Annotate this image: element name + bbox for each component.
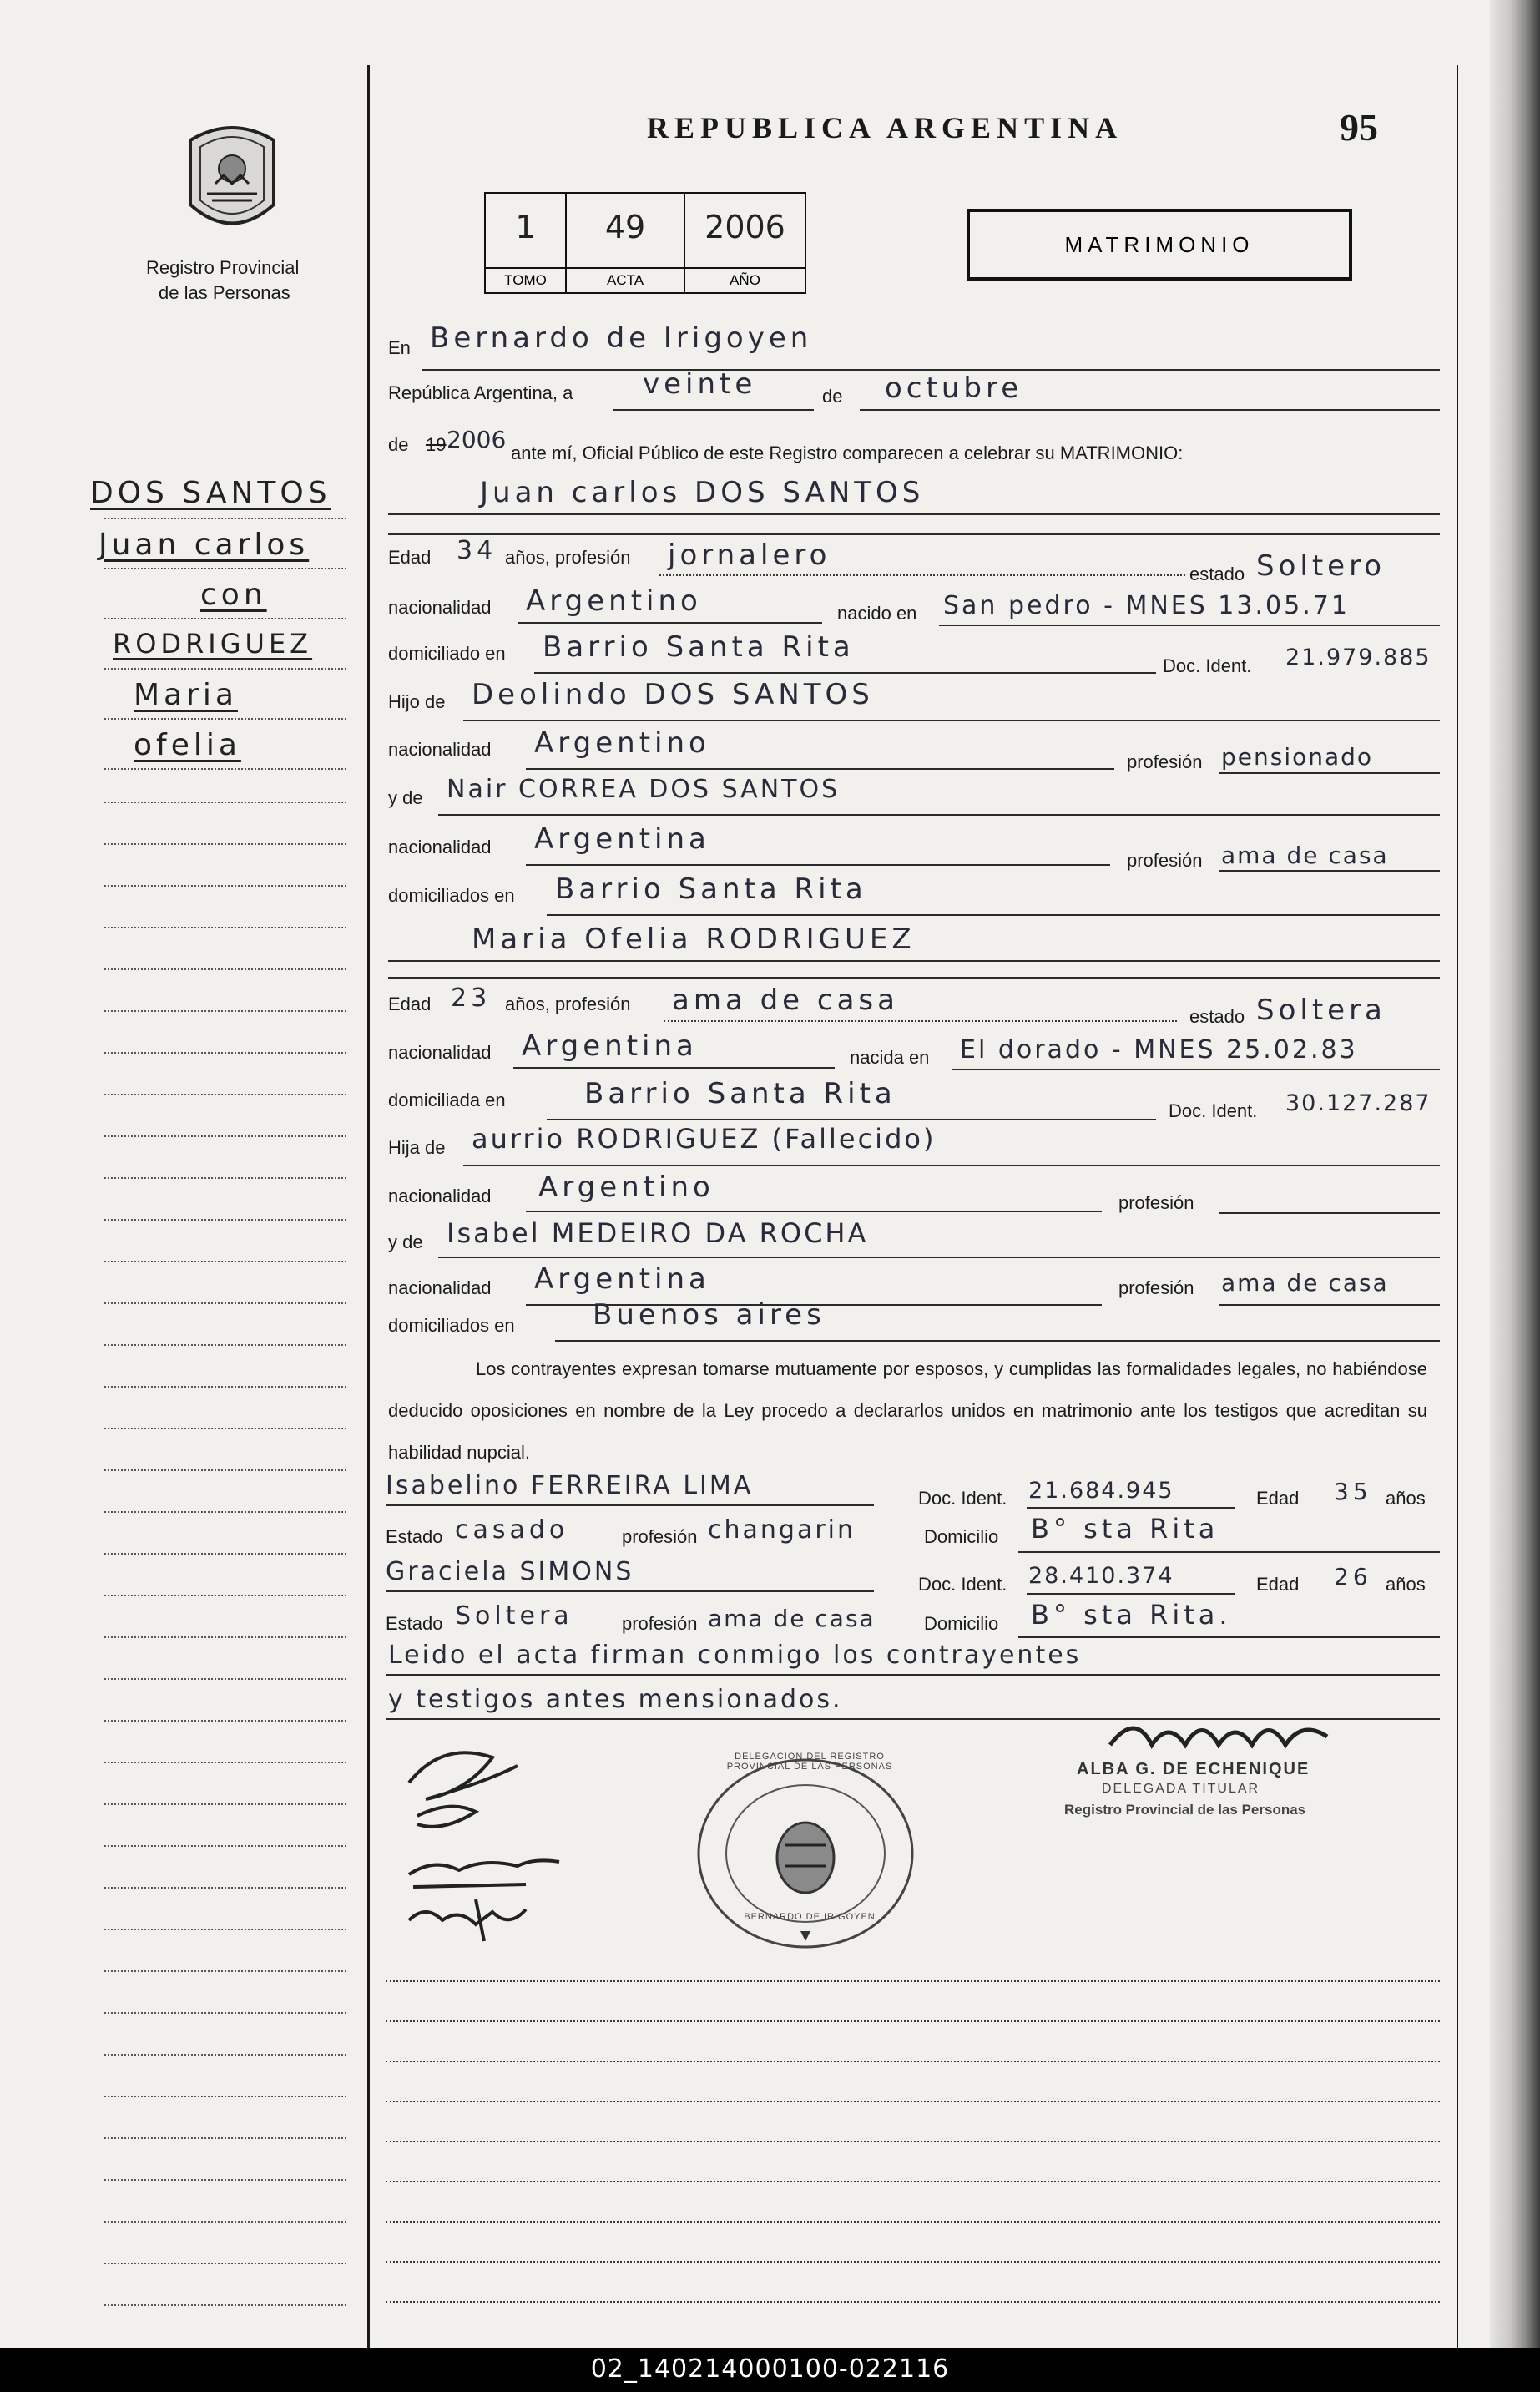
groom-profession: jornalero: [668, 539, 831, 572]
margin-surname-bride: RODRIGUEZ: [113, 628, 313, 660]
province-shield-icon: [182, 117, 282, 242]
witness1-anos-label: años: [1386, 1488, 1426, 1509]
registry-name-line1: Registro Provincial: [146, 257, 300, 278]
tomo-value: 1: [515, 209, 536, 245]
witness2-profession: ama de casa: [708, 1605, 876, 1632]
groom-parents-dom-label: domiciliados en: [388, 885, 515, 906]
ano-label: AÑO: [685, 267, 805, 292]
margin-given-bride1: Maria: [134, 678, 238, 712]
margin-given-groom: Juan carlos: [98, 528, 310, 562]
groom-father-prof-label: profesión: [1127, 751, 1203, 772]
bride-father-nationality: Argentino: [538, 1171, 714, 1204]
bride-hija-label: Hija de: [388, 1137, 446, 1158]
footer-bar: [0, 2348, 1540, 2392]
left-column-rule: [367, 65, 370, 2348]
groom-nacido-label: nacido en: [837, 603, 917, 624]
groom-mother-nationality: Argentina: [534, 822, 710, 856]
bride-parents-dom-label: domiciliados en: [388, 1315, 515, 1336]
bride-parents-address: Buenos aires: [593, 1298, 826, 1332]
closing-line1: Leido el acta firman conmigo los contrayentes: [388, 1641, 1082, 1670]
bride-mother-nat-label: nacionalidad: [388, 1277, 492, 1298]
declaration-paragraph: Los contrayentes expresan tomarse mutuamente por esposos, y cumplidas las formalidades legales, no habiéndose deducido oposiciones en nombre de la Ley procedo a declararlos unidos en matrimonio ante los testigos que acreditan su habilidad nupcial.: [388, 1358, 1427, 1463]
intro-statement: ante mí, Oficial Público de este Registro comparecen a celebrar su MATRIMONIO:: [511, 442, 1184, 463]
page-edge: [1490, 0, 1540, 2348]
witness2-dom-label: Domicilio: [924, 1613, 999, 1634]
bride-mother-prof-label: profesión: [1118, 1277, 1194, 1298]
bride-nacida-label: nacida en: [850, 1047, 930, 1068]
groom-name: Juan carlos DOS SANTOS: [480, 476, 925, 509]
bride-father-nat-label: nacionalidad: [388, 1186, 492, 1206]
groom-parents-address: Barrio Santa Rita: [555, 872, 867, 906]
witness2-prof-label: profesión: [622, 1613, 698, 1634]
bride-doc: 30.127.287: [1285, 1090, 1431, 1116]
bride-address: Barrio Santa Rita: [584, 1077, 896, 1110]
bride-mother-nationality: Argentina: [534, 1262, 710, 1296]
witness2-estado-label: Estado: [386, 1613, 443, 1634]
groom-age: 34: [457, 536, 497, 565]
groom-dom-label: domiciliado en: [388, 643, 506, 664]
witness2-status: Soltera: [455, 1601, 573, 1631]
witness1-estado-label: Estado: [386, 1526, 443, 1547]
groom-father: Deolindo DOS SANTOS: [472, 678, 874, 711]
groom-father-nationality: Argentino: [534, 726, 710, 760]
groom-profession-label: años, profesión: [505, 547, 631, 568]
witness2-edad-label: Edad: [1256, 1574, 1300, 1595]
groom-father-nat-label: nacionalidad: [388, 739, 492, 760]
de-label: de: [822, 386, 843, 407]
bride-nat-label: nacionalidad: [388, 1042, 492, 1063]
groom-estado-label: estado: [1189, 564, 1245, 584]
round-seal-outer-text: DELEGACION DEL REGISTRO PROVINCIAL DE LAS PERSONAS: [726, 1752, 893, 1772]
record-type-box: [967, 209, 1352, 281]
bride-father-prof-label: profesión: [1118, 1192, 1194, 1213]
margin-con: con: [200, 578, 267, 612]
year-value: 2006: [447, 426, 507, 453]
bride-estado-label: estado: [1189, 1006, 1245, 1027]
bride-father: aurrio RODRIGUEZ (Fallecido): [472, 1123, 937, 1155]
groom-mother-profession: ama de casa: [1221, 842, 1389, 869]
bride-nationality: Argentina: [522, 1029, 698, 1063]
margin-given-bride2: ofelia: [134, 728, 241, 762]
witness2-name: Graciela SIMONS: [386, 1557, 634, 1586]
record-type: MATRIMONIO: [1064, 232, 1255, 257]
groom-mother-prof-label: profesión: [1127, 850, 1203, 871]
margin-surname-groom: DOS SANTOS: [90, 476, 331, 510]
bride-name: Maria Ofelia RODRIGUEZ: [472, 923, 916, 956]
groom-mother: Nair CORREA DOS SANTOS: [447, 775, 841, 804]
witness2-doc: 28.410.374: [1028, 1563, 1174, 1589]
official-stamp-title: DELEGADA TITULAR: [1102, 1782, 1260, 1796]
witness1-doc-label: Doc. Ident.: [918, 1488, 1007, 1509]
month-value: octubre: [885, 372, 1023, 405]
witness1-doc: 21.684.945: [1028, 1478, 1174, 1504]
groom-hijo-label: Hijo de: [388, 691, 446, 712]
witness2-doc-label: Doc. Ident.: [918, 1574, 1007, 1595]
groom-nationality: Argentino: [526, 584, 702, 618]
groom-y-de-label: y de: [388, 787, 423, 808]
bride-doc-label: Doc. Ident.: [1169, 1100, 1258, 1121]
bride-mother: Isabel MEDEIRO DA ROCHA: [447, 1217, 869, 1249]
bride-mother-profession: ama de casa: [1221, 1269, 1389, 1297]
groom-mother-nat-label: nacionalidad: [388, 837, 492, 857]
witness2-address: B° sta Rita.: [1031, 1599, 1232, 1631]
tomo-label: TOMO: [486, 267, 565, 292]
place-value: Bernardo de Irigoyen: [430, 321, 813, 355]
day-value: veinte: [643, 367, 757, 401]
witness1-profession: changarin: [708, 1515, 856, 1545]
signature-scribbles: [392, 1732, 593, 1950]
official-stamp-name: ALBA G. DE ECHENIQUE: [1077, 1760, 1310, 1778]
groom-nat-label: nacionalidad: [388, 597, 492, 618]
registry-name-line2: de las Personas: [159, 282, 290, 303]
witness1-address: B° sta Rita: [1031, 1513, 1219, 1545]
year-struck: 19: [426, 434, 447, 455]
en-label: En: [388, 337, 411, 358]
closing-line2: y testigos antes mensionados.: [388, 1685, 843, 1714]
witness1-status: casado: [455, 1515, 569, 1545]
bride-age: 23: [451, 984, 492, 1013]
round-seal: [693, 1753, 918, 1954]
bride-y-de-label: y de: [388, 1231, 423, 1252]
witness1-edad-label: Edad: [1256, 1488, 1300, 1509]
witness2-age: 26: [1334, 1563, 1372, 1590]
bride-dom-label: domiciliada en: [388, 1090, 506, 1110]
witness1-age: 35: [1334, 1478, 1372, 1505]
page-number: 95: [1340, 106, 1378, 149]
bride-birth: El dorado - MNES 25.02.83: [960, 1035, 1358, 1065]
record-number-box: [484, 192, 806, 294]
round-seal-inner-text: BERNARDO DE IRIGOYEN: [744, 1912, 876, 1922]
bride-status: Soltera: [1256, 994, 1386, 1027]
bride-profession: ama de casa: [672, 984, 899, 1017]
witness1-prof-label: profesión: [622, 1526, 698, 1547]
de-year-label: de: [388, 434, 409, 455]
witness1-name: Isabelino FERREIRA LIMA: [386, 1471, 754, 1500]
groom-address: Barrio Santa Rita: [543, 630, 855, 664]
acta-label: ACTA: [567, 267, 684, 292]
witness1-dom-label: Domicilio: [924, 1526, 999, 1547]
republica-label: República Argentina, a: [388, 382, 573, 403]
witness2-anos-label: años: [1386, 1574, 1426, 1595]
groom-status: Soltero: [1256, 549, 1386, 583]
acta-value: 49: [604, 209, 646, 245]
bride-profession-label: años, profesión: [505, 994, 631, 1014]
ano-value: 2006: [704, 209, 785, 245]
groom-birth: San pedro - MNES 13.05.71: [943, 591, 1350, 620]
groom-doc-label: Doc. Ident.: [1163, 655, 1252, 676]
groom-father-profession: pensionado: [1221, 743, 1374, 771]
file-id: 02_140214000100-022116: [590, 2354, 950, 2384]
right-column-rule: [1457, 65, 1458, 2348]
country-title: REPUBLICA ARGENTINA: [647, 111, 1123, 144]
official-stamp-office: Registro Provincial de las Personas: [1064, 1802, 1306, 1818]
groom-edad-label: Edad: [388, 547, 432, 568]
groom-doc: 21.979.885: [1285, 645, 1431, 670]
bride-edad-label: Edad: [388, 994, 432, 1014]
